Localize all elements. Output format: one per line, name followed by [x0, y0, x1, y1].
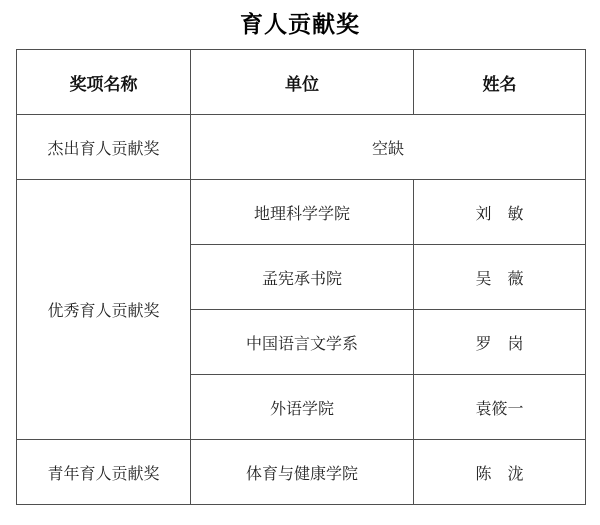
- award-cell-youth: 青年育人贡献奖: [17, 440, 191, 505]
- vacant-cell: 空缺: [191, 115, 586, 180]
- table-row-youth: [17, 440, 586, 505]
- table-row-outstanding: [17, 115, 586, 180]
- unit-cell: 体育与健康学院: [191, 440, 414, 505]
- unit-cell: 外语学院: [191, 375, 414, 440]
- table-row-excellent-1: [17, 180, 586, 245]
- column-header-unit: 单位: [191, 50, 414, 115]
- header-row: [17, 50, 586, 115]
- name-cell: 袁筱一: [414, 375, 586, 440]
- unit-cell: 地理科学学院: [191, 180, 414, 245]
- column-header-person-name: 姓名: [414, 50, 586, 115]
- award-cell-excellent: 优秀育人贡献奖: [17, 180, 191, 440]
- name-cell: 陈 泷: [414, 440, 586, 505]
- unit-cell: 中国语言文学系: [191, 310, 414, 375]
- page-title: 育人贡献奖: [240, 12, 360, 37]
- award-table: [16, 49, 586, 505]
- name-cell: 吴 薇: [414, 245, 586, 310]
- name-cell: 罗 岗: [414, 310, 586, 375]
- name-cell: 刘 敏: [414, 180, 586, 245]
- column-header-award-name: 奖项名称: [17, 50, 191, 115]
- award-cell-outstanding: 杰出育人贡献奖: [17, 115, 191, 180]
- unit-cell: 孟宪承书院: [191, 245, 414, 310]
